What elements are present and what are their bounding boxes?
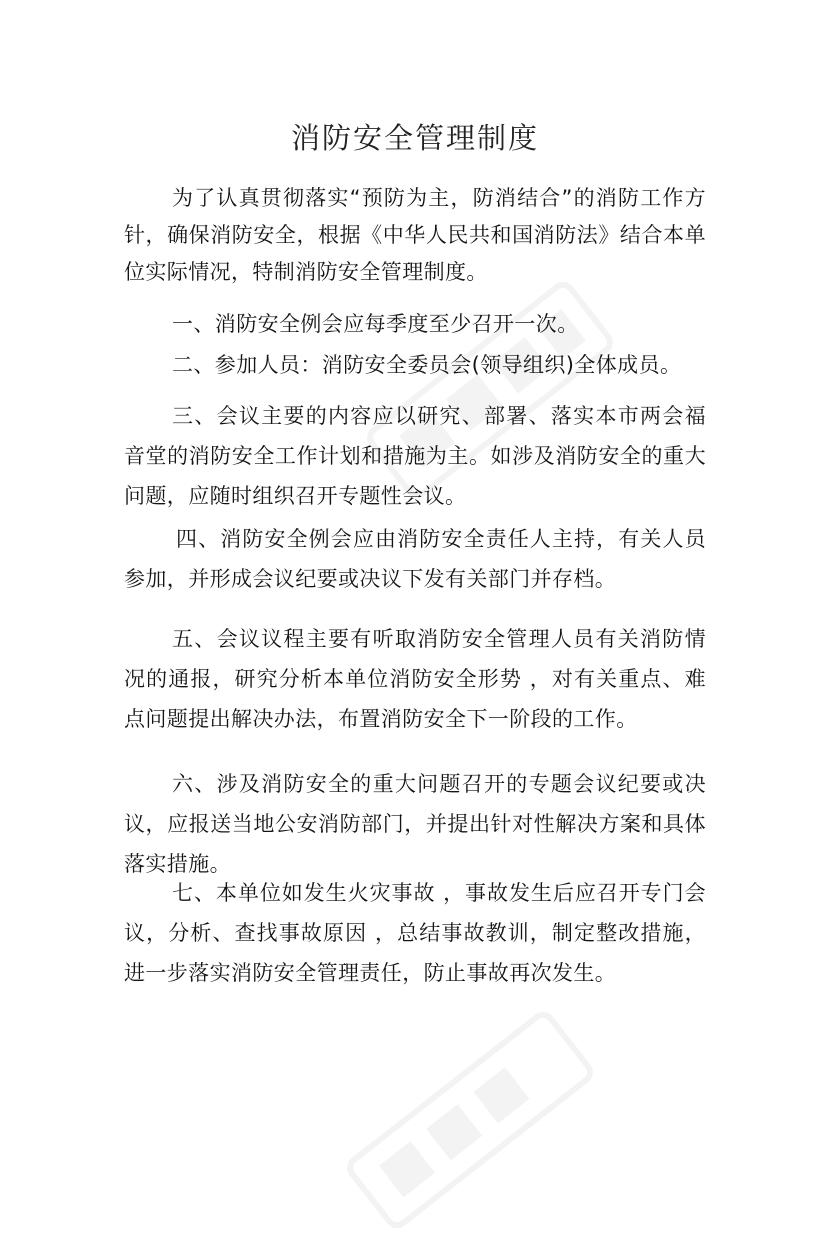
paragraph-item-4: 四、消防安全例会应由消防安全责任人主持，有关人员参加，并形成会议纪要或决议下发有关部门并存档。 (124, 527, 706, 591)
paragraph-item-7: 七、本单位如发生火灾事故 ，事故发生后应召开专门会议，分析、查找事故原因 ，总结事故教训，制定整改措施，进一步落实消防安全管理责任，防止事故再次发生。 (124, 881, 706, 985)
paragraph-intro: 为了认真贯彻落实“预防为主，防消结合”的消防工作方针，确保消防安全，根据《中华人民共和国消防法》结合本单位实际情况，特制消防安全管理制度。 (124, 186, 706, 284)
paragraph-item-1: 一、消防安全例会应每季度至少召开一次。 (172, 312, 579, 336)
watermark-icon (331, 993, 610, 1247)
paragraph-item-5: 五、会议议程主要有听取消防安全管理人员有关消防情况的通报，研究分析本单位消防安全形势 ，对有关重点、难点问题提出解决办法，布置消防安全下一阶段的工作。 (124, 627, 706, 731)
paragraph-item-6: 六、涉及消防安全的重大问题召开的专题会议纪要或决议，应报送当地公安消防部门，并提出针对性解决方案和具体落实措施。 (124, 772, 706, 876)
page-title: 消防安全管理制度 (290, 121, 539, 155)
paragraph-item-3: 三、会议主要的内容应以研究、部署、落实本市两会福音堂的消防安全工作计划和措施为主。如涉及消防安全的重大问题，应随时组织召开专题性会议。 (124, 404, 706, 508)
paragraph-item-2: 二、参加人员：消防安全委员会(领导组织)全体成员。 (172, 353, 682, 377)
